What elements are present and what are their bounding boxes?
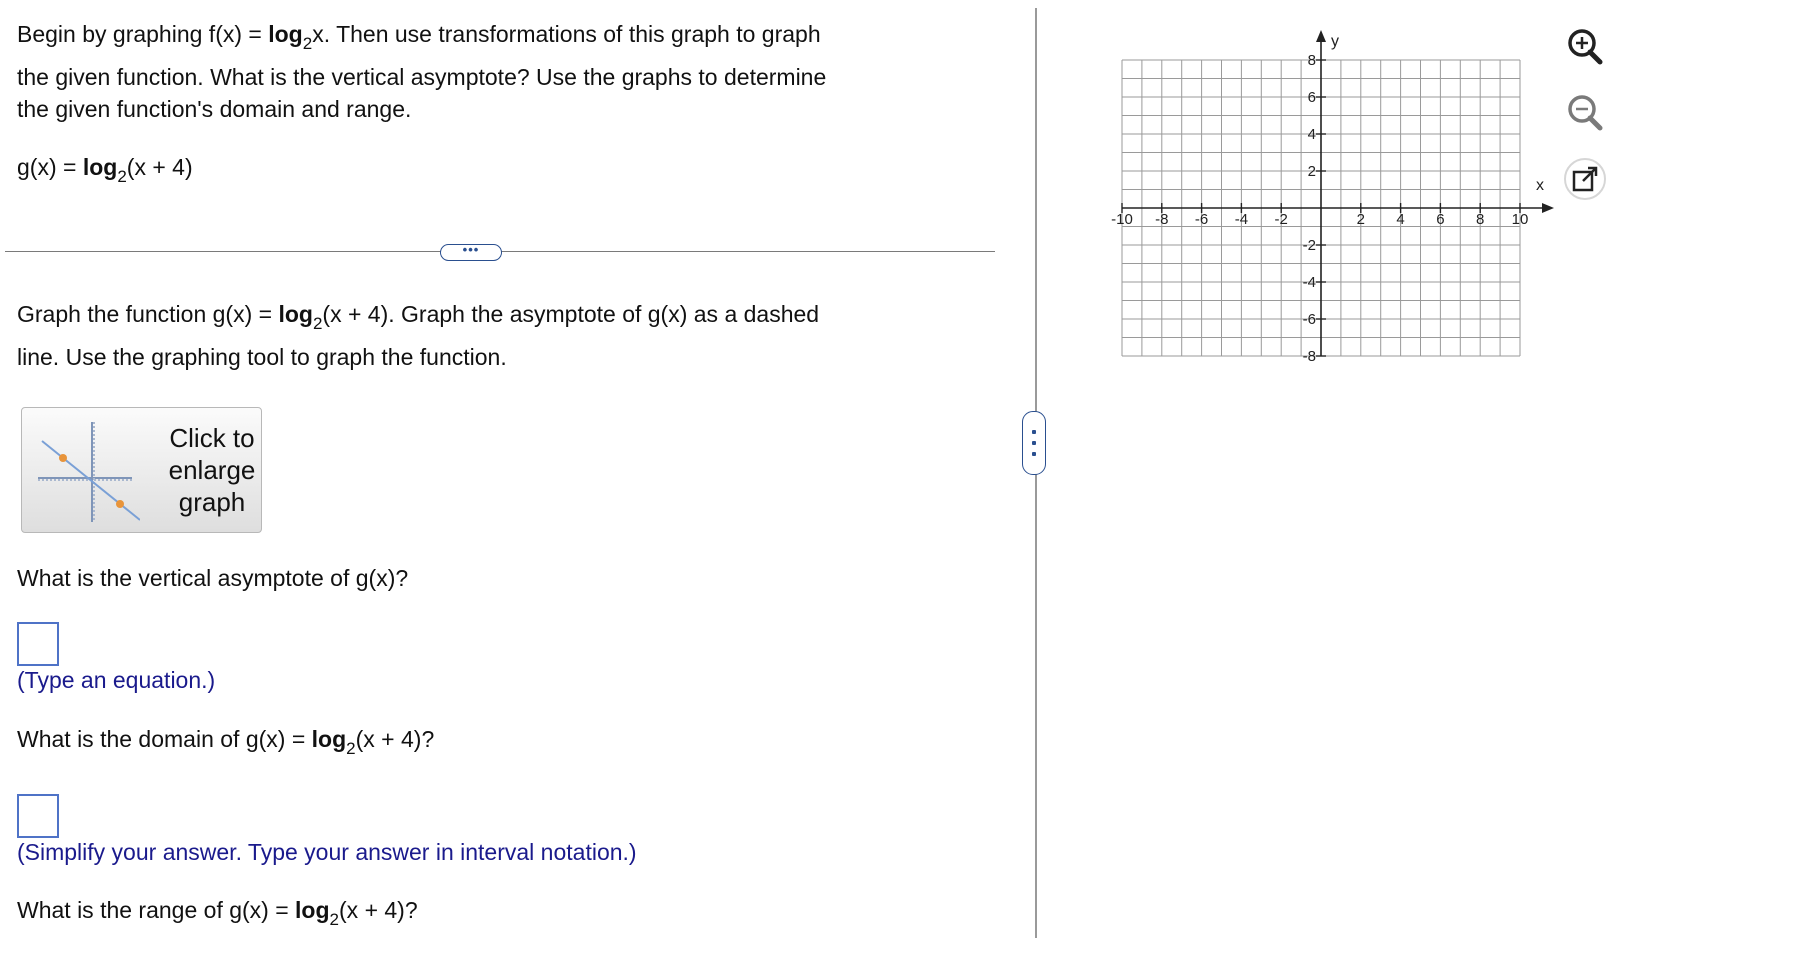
zoom-in-icon[interactable] [1563, 24, 1607, 68]
asymptote-question: What is the vertical asymptote of g(x)? [17, 565, 409, 591]
zoom-out-icon[interactable] [1563, 90, 1607, 134]
y-tick-label: -6 [1302, 311, 1316, 328]
y-tick-label: -4 [1302, 274, 1316, 291]
x-tick-label: 8 [1476, 211, 1485, 228]
domain-answer-input[interactable] [17, 794, 59, 838]
x-tick-label: 6 [1436, 211, 1445, 228]
enlarge-graph-button[interactable] [21, 407, 262, 533]
asymptote-answer-input[interactable] [17, 622, 59, 666]
graph-task-line1: Graph the function $g(x) = \log_2(x + 4)$. Graph the asymptote of g(x) as a dashed [17, 301, 820, 333]
y-tick-label: 8 [1307, 52, 1316, 69]
domain-question: What is the domain of $g(x) = \log_2(x + 4)$? [17, 726, 435, 758]
y-tick-label: -8 [1302, 348, 1316, 365]
coordinate-grid[interactable] [1100, 10, 1544, 390]
y-tick-label: 6 [1307, 89, 1316, 106]
x-tick-label: -10 [1111, 211, 1133, 228]
x-tick-label: 10 [1511, 211, 1529, 228]
instructions-line3: the given function's domain and range. [17, 96, 412, 122]
x-axis-arrow [1542, 203, 1554, 213]
x-tick-label: -8 [1155, 211, 1169, 228]
given-function: $g(x) = \log_2(x + 4)$ [17, 154, 193, 186]
instructions-line2: the given function. What is the vertical asymptote? Use the graphs to determine [17, 64, 827, 90]
domain-hint: (Simplify your answer. Type your answer in interval notation.) [17, 839, 637, 865]
range-question: What is the range of $g(x) = \log_2(x + 4)$? [17, 897, 418, 929]
y-tick-label: 2 [1307, 163, 1316, 180]
x-tick-label: -4 [1234, 211, 1249, 228]
x-tick-label: 4 [1396, 211, 1405, 228]
enlarge-graph-label: Click to enlarge graph [168, 423, 256, 517]
panel-splitter-handle[interactable] [1022, 411, 1046, 475]
x-tick-label: 2 [1356, 211, 1365, 228]
y-axis-arrow [1316, 30, 1326, 42]
x-tick-label: -2 [1274, 211, 1288, 228]
y-tick-label: 4 [1307, 126, 1316, 143]
show-more-button[interactable]: ••• [440, 244, 502, 261]
y-tick-label: -2 [1302, 237, 1316, 254]
graph-thumbnail-icon [30, 416, 140, 526]
x-tick-label: -6 [1194, 211, 1209, 228]
y-axis-label: y [1331, 33, 1339, 50]
graph-task-line2: line. Use the graphing tool to graph the function. [17, 344, 507, 370]
asymptote-hint: (Type an equation.) [17, 667, 216, 693]
x-axis-label: x [1536, 177, 1544, 194]
open-in-new-window-icon[interactable] [1563, 157, 1607, 201]
instructions-line1: Begin by graphing $f(x) = \log_2x$. Then use transformations of this graph to graph [17, 21, 821, 53]
